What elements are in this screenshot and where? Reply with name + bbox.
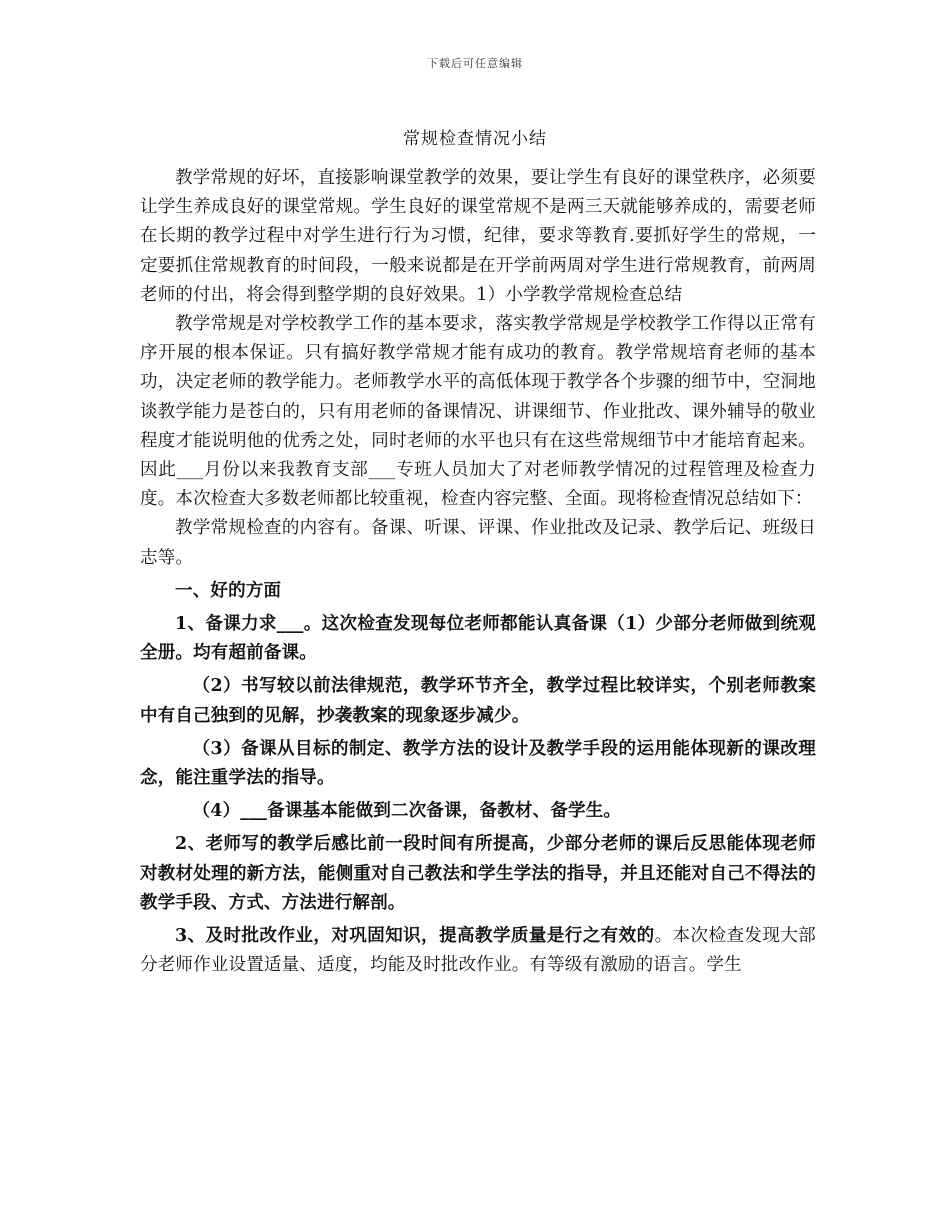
- paragraph-check-contents: 教学常规检查的内容有。备课、听课、评课、作业批改及记录、教学后记、班级日志等。: [140, 518, 816, 568]
- paragraph-intro: 教学常规的好坏，直接影响课堂教学的效果，要让学生有良好的课堂秩序，必须要让学生养成良好的课堂常规。学生良好的课堂常规不是两三天就能够养成的，需要老师在长期的教学过程中对学生进行行为习惯，纪律，要求等教育.要抓好学生的常规，一定要抓住常规教育的时间段，一般来说都是在开学前两周对学生进行常规教育，前两周老师的付出，将会得到整学期的良好效果。1）小学教学常规检查总结: [140, 168, 816, 305]
- document-body: [140, 164, 816, 980]
- paragraph-teaching-reflection: 2、老师写的教学后感比前一段时间有所提高，少部分老师的课后反思能体现老师对教材处理的新方法，能侧重对自己教法和学生学法的指导，并且还能对自己不得法的教学手段、方式、方法进行解剖。: [140, 834, 816, 913]
- document-title: 常规检查情况小结: [403, 129, 547, 149]
- homework-text: 。本次检查发现大部分老师作业设置适量、适度，均能及时批改作业。有等级有激励的语言。学生: [140, 926, 816, 976]
- page-header-note: 下载后可任意编辑: [427, 57, 523, 70]
- section-heading-good-aspects: 一、好的方面: [175, 580, 282, 601]
- paragraph-lesson-prep: 1、备课力求___。这次检查发现每位老师都能认真备课（1）少部分老师做到统观全册。均有超前备课。: [140, 614, 816, 664]
- paragraph-overview: 教学常规是对学校教学工作的基本要求，落实教学常规是学校教学工作得以正常有序开展的根本保证。只有搞好教学常规才能有成功的教育。教学常规培育老师的基本功，决定老师的教学能力。老师教学水平的高低体现于教学各个步骤的细节中，空洞地谈教学能力是苍白的，只有用老师的备课情况、讲课细节、作业批改、课外辅导的敬业程度才能说明他的优秀之处，同时老师的水平也只有在这些常规细节中才能培育起来。因此___月份以来我教育支部___专班人员加大了对老师教学情况的过程管理及检查力度。本次检查大多数老师都比较重视，检查内容完整、全面。现将检查情况总结如下：: [140, 314, 816, 510]
- paragraph-lesson-prep-3: （3）备课从目标的制定、教学方法的设计及教学手段的运用能体现新的课改理念，能注重学法的指导。: [140, 738, 816, 789]
- paragraph-homework-correction: [140, 922, 816, 980]
- paragraph-lesson-prep-2: （2）书写较以前法律规范，教学环节齐全，教学过程比较详实，个别老师教案中有自己独到的见解，抄袭教案的现象逐步减少。: [140, 676, 816, 726]
- paragraph-lesson-prep-4: （4）___备课基本能做到二次备课，备教材、备学生。: [192, 801, 622, 822]
- homework-bold-lead: 3、及时批改作业，对巩固知识，提高教学质量是行之有效的: [175, 926, 655, 947]
